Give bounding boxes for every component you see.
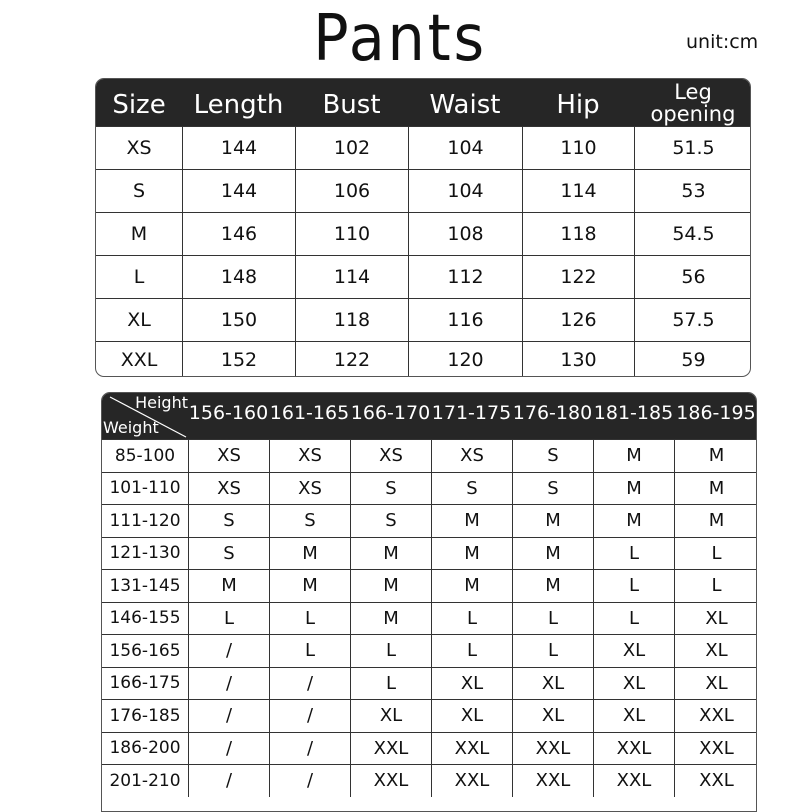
- recommended-size-cell: S: [188, 505, 269, 537]
- recommended-size-cell: S: [512, 473, 593, 505]
- header-bust: Bust: [322, 90, 381, 120]
- size-table-cell: 112: [408, 256, 522, 298]
- recommended-size-cell: XL: [431, 668, 512, 700]
- recommended-size-cell: L: [593, 570, 674, 602]
- recommended-size-cell: XL: [593, 700, 674, 732]
- fit-table-row: [102, 667, 756, 700]
- recommended-size-cell: XXL: [674, 733, 757, 765]
- size-table-cell: 116: [408, 299, 522, 341]
- recommended-size-cell: XXL: [350, 765, 431, 797]
- size-table-row: [96, 126, 750, 169]
- recommended-size-cell: XS: [350, 440, 431, 472]
- height-range-header: 161-165: [269, 402, 350, 424]
- recommended-size-cell: S: [350, 505, 431, 537]
- recommended-size-cell: L: [269, 603, 350, 635]
- size-table-cell: 104: [408, 127, 522, 169]
- fit-table-row: [102, 699, 756, 732]
- size-table-cell: 108: [408, 213, 522, 255]
- recommended-size-cell: M: [593, 473, 674, 505]
- recommended-size-cell: M: [674, 505, 757, 537]
- recommended-size-cell: XL: [512, 700, 593, 732]
- recommended-size-cell: XS: [188, 473, 269, 505]
- recommended-size-cell: S: [431, 473, 512, 505]
- recommended-size-cell: XL: [674, 635, 757, 667]
- header-hip: Hip: [556, 90, 600, 120]
- fit-table-row: [102, 504, 756, 537]
- recommended-size-cell: XXL: [674, 700, 757, 732]
- weight-range-cell: 85-100: [114, 445, 176, 466]
- recommended-size-cell: XXL: [593, 765, 674, 797]
- unit-label: unit:cm: [686, 31, 759, 53]
- recommended-size-cell: M: [593, 440, 674, 472]
- header-waist: Waist: [429, 90, 501, 120]
- weight-range-cell: 111-120: [109, 510, 181, 531]
- recommended-size-cell: XXL: [431, 733, 512, 765]
- recommended-size-cell: XS: [188, 440, 269, 472]
- size-table-cell: 54.5: [634, 213, 751, 255]
- recommended-size-cell: M: [512, 538, 593, 570]
- header-leg-opening: [634, 79, 751, 126]
- recommended-size-cell: XXL: [350, 733, 431, 765]
- recommended-size-cell: /: [269, 668, 350, 700]
- recommended-size-cell: XXL: [512, 733, 593, 765]
- weight-range-cell: 121-130: [109, 543, 181, 564]
- size-table-row: [96, 298, 750, 341]
- recommended-size-cell: L: [269, 635, 350, 667]
- size-table-cell: 126: [522, 299, 634, 341]
- recommended-size-cell: /: [188, 765, 269, 797]
- height-range-header: 181-185: [593, 402, 674, 424]
- recommended-size-cell: XXL: [431, 765, 512, 797]
- size-table-cell: 110: [295, 213, 408, 255]
- recommended-size-cell: XXL: [674, 765, 757, 797]
- size-table-cell: 122: [522, 256, 634, 298]
- size-table-cell: 120: [408, 342, 522, 377]
- size-table-cell: M: [130, 223, 148, 245]
- corner-height-label: Height: [135, 393, 188, 412]
- size-table-cell: 114: [295, 256, 408, 298]
- recommended-size-cell: L: [431, 635, 512, 667]
- page-title: Pants: [313, 2, 487, 76]
- recommended-size-cell: XL: [431, 700, 512, 732]
- size-table-cell: 51.5: [634, 127, 751, 169]
- size-table-cell: 110: [522, 127, 634, 169]
- recommended-size-cell: XS: [269, 440, 350, 472]
- recommended-size-cell: M: [350, 538, 431, 570]
- size-table-cell: L: [133, 266, 145, 288]
- recommended-size-cell: XS: [431, 440, 512, 472]
- weight-range-cell: 176-185: [109, 705, 181, 726]
- weight-range-cell: 186-200: [109, 738, 181, 759]
- recommended-size-cell: M: [431, 570, 512, 602]
- recommended-size-cell: S: [350, 473, 431, 505]
- recommended-size-cell: S: [188, 538, 269, 570]
- weight-range-cell: 101-110: [109, 478, 181, 499]
- recommended-size-cell: L: [593, 538, 674, 570]
- recommended-size-cell: /: [188, 700, 269, 732]
- weight-range-cell: 131-145: [109, 575, 181, 596]
- size-table-cell: 130: [522, 342, 634, 377]
- recommended-size-cell: M: [512, 570, 593, 602]
- recommended-size-cell: XL: [593, 635, 674, 667]
- height-range-header: 186-195: [676, 402, 756, 424]
- recommended-size-cell: S: [269, 505, 350, 537]
- recommended-size-cell: /: [188, 733, 269, 765]
- fit-table-row: [102, 764, 756, 797]
- size-table-cell: 152: [182, 342, 295, 377]
- recommended-size-cell: L: [350, 668, 431, 700]
- weight-range-cell: 146-155: [109, 608, 181, 629]
- recommended-size-cell: M: [350, 570, 431, 602]
- size-table-cell: 144: [182, 170, 295, 212]
- size-table-cell: 114: [522, 170, 634, 212]
- recommended-size-cell: /: [269, 733, 350, 765]
- weight-range-cell: 166-175: [109, 673, 181, 694]
- size-table-row: [96, 169, 750, 212]
- corner-header: [102, 393, 188, 439]
- size-table-cell: 118: [522, 213, 634, 255]
- recommended-size-cell: S: [512, 440, 593, 472]
- height-range-header: 156-160: [188, 402, 269, 424]
- fit-table-row: [102, 569, 756, 602]
- size-table-cell: 122: [295, 342, 408, 377]
- size-measurement-table: [95, 78, 751, 377]
- height-weight-fit-table: [101, 392, 757, 812]
- size-table-cell: 150: [182, 299, 295, 341]
- size-table-row: [96, 212, 750, 255]
- size-table-header: [96, 79, 750, 126]
- recommended-size-cell: M: [188, 570, 269, 602]
- header-length: Length: [193, 90, 284, 120]
- fit-table-row: [102, 439, 756, 472]
- size-table-cell: 146: [182, 213, 295, 255]
- size-table-cell: 144: [182, 127, 295, 169]
- fit-table-row: [102, 634, 756, 667]
- recommended-size-cell: L: [674, 538, 757, 570]
- header-leg-line2: opening: [650, 102, 736, 126]
- height-range-header: 171-175: [431, 402, 512, 424]
- recommended-size-cell: L: [512, 603, 593, 635]
- recommended-size-cell: M: [350, 603, 431, 635]
- recommended-size-cell: XL: [350, 700, 431, 732]
- weight-range-cell: 156-165: [109, 640, 181, 661]
- size-table-cell: XXL: [120, 348, 158, 371]
- size-table-row: [96, 255, 750, 298]
- size-table-cell: XL: [127, 309, 151, 331]
- size-table-cell: 102: [295, 127, 408, 169]
- recommended-size-cell: XL: [674, 603, 757, 635]
- recommended-size-cell: XL: [512, 668, 593, 700]
- size-table-row: [96, 341, 750, 377]
- recommended-size-cell: /: [269, 700, 350, 732]
- corner-weight-label: Weight: [103, 418, 159, 437]
- recommended-size-cell: XL: [593, 668, 674, 700]
- fit-table-row: [102, 602, 756, 635]
- fit-table-header: [102, 393, 756, 439]
- size-table-cell: 57.5: [634, 299, 751, 341]
- size-table-cell: S: [132, 180, 146, 202]
- weight-range-cell: 201-210: [109, 770, 181, 791]
- recommended-size-cell: XS: [269, 473, 350, 505]
- size-table-cell: 59: [634, 342, 751, 377]
- size-table-cell: 148: [182, 256, 295, 298]
- recommended-size-cell: L: [188, 603, 269, 635]
- recommended-size-cell: XL: [674, 668, 757, 700]
- recommended-size-cell: M: [269, 538, 350, 570]
- recommended-size-cell: L: [674, 570, 757, 602]
- recommended-size-cell: XXL: [512, 765, 593, 797]
- header-leg-line1: Leg: [674, 80, 712, 104]
- recommended-size-cell: M: [674, 473, 757, 505]
- recommended-size-cell: L: [350, 635, 431, 667]
- size-table-cell: 56: [634, 256, 751, 298]
- size-table-cell: 118: [295, 299, 408, 341]
- recommended-size-cell: XXL: [593, 733, 674, 765]
- recommended-size-cell: L: [431, 603, 512, 635]
- recommended-size-cell: M: [593, 505, 674, 537]
- fit-table-row: [102, 472, 756, 505]
- fit-table-row: [102, 537, 756, 570]
- size-table-cell: 104: [408, 170, 522, 212]
- size-table-cell: 53: [634, 170, 751, 212]
- recommended-size-cell: L: [512, 635, 593, 667]
- height-range-header: 166-170: [350, 402, 431, 424]
- recommended-size-cell: M: [674, 440, 757, 472]
- recommended-size-cell: M: [431, 505, 512, 537]
- recommended-size-cell: /: [188, 635, 269, 667]
- size-table-cell: 106: [295, 170, 408, 212]
- fit-table-row: [102, 732, 756, 765]
- recommended-size-cell: /: [188, 668, 269, 700]
- recommended-size-cell: M: [512, 505, 593, 537]
- recommended-size-cell: M: [269, 570, 350, 602]
- header-size: Size: [112, 90, 166, 120]
- recommended-size-cell: L: [593, 603, 674, 635]
- height-range-header: 176-180: [512, 402, 593, 424]
- recommended-size-cell: M: [431, 538, 512, 570]
- size-table-cell: XS: [126, 137, 152, 159]
- recommended-size-cell: /: [269, 765, 350, 797]
